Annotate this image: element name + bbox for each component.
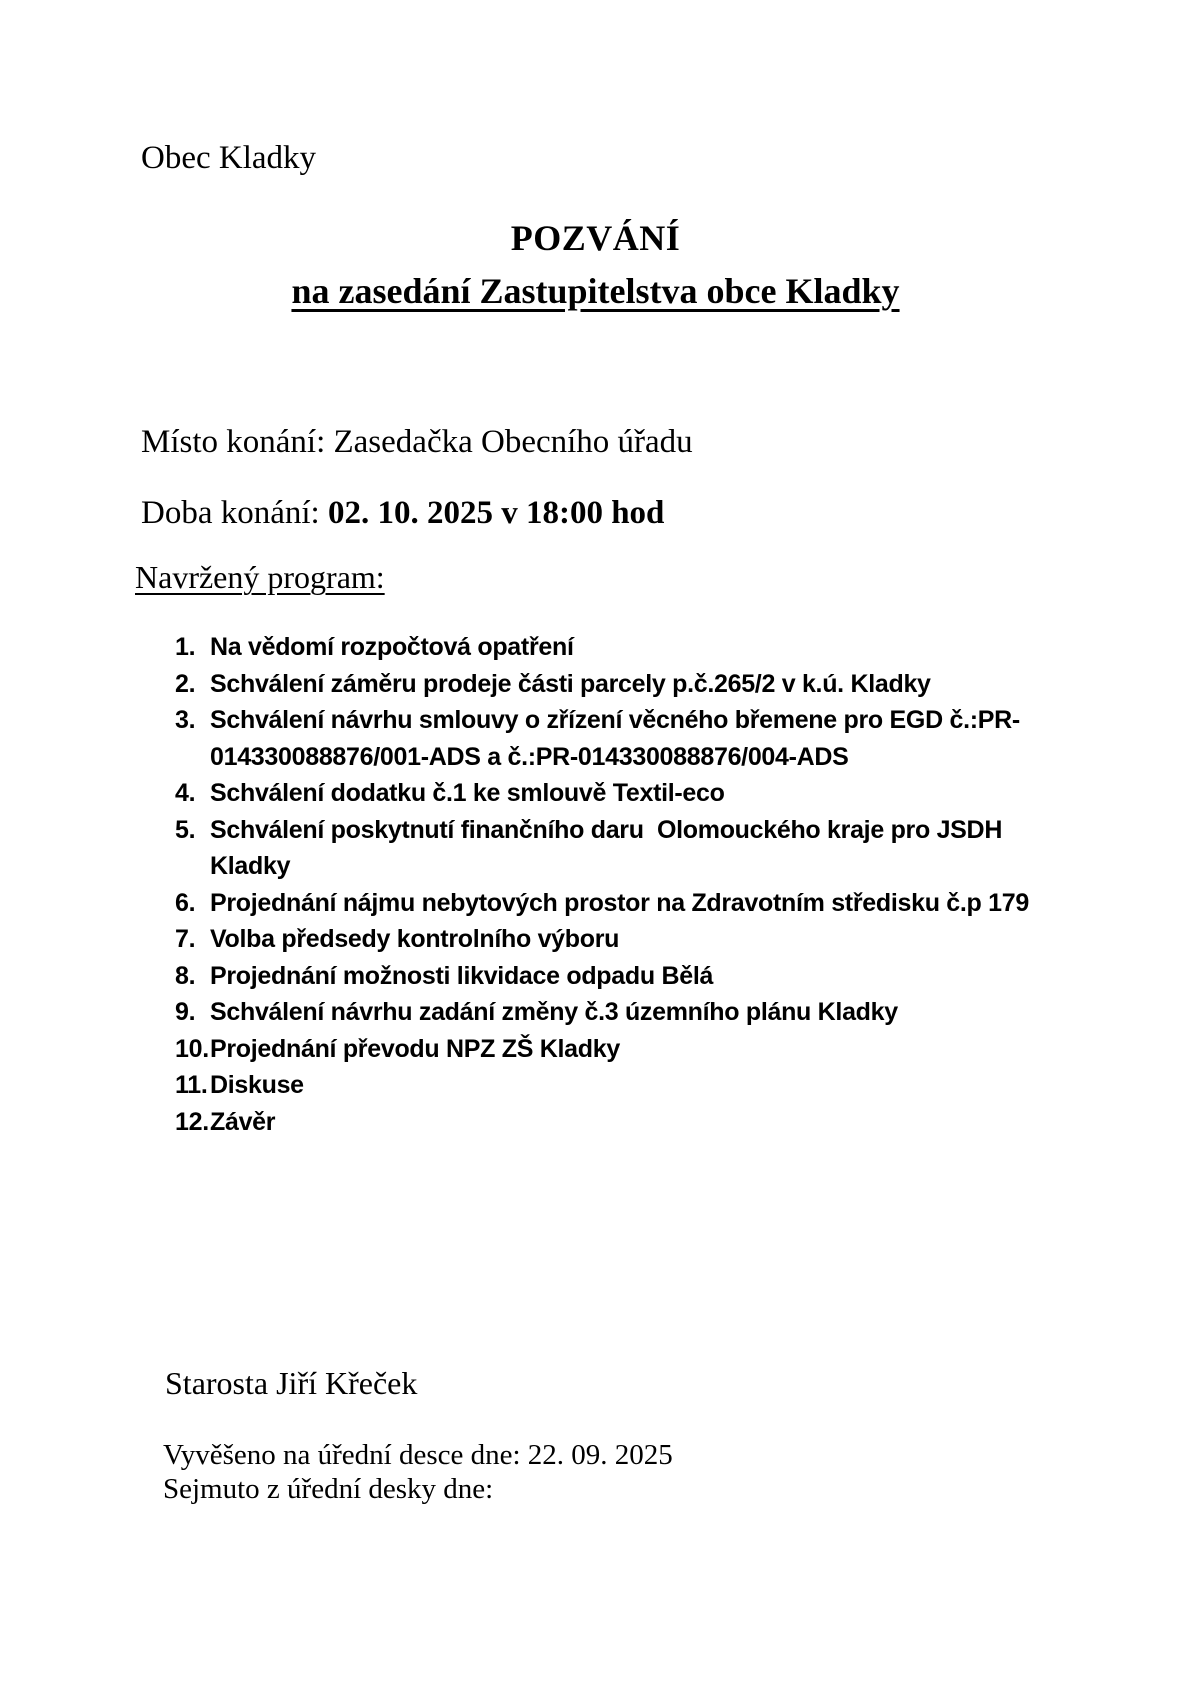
posted-on-board-line: Vyvěšeno na úřední desce dne: 22. 09. 2025 bbox=[163, 1439, 673, 1471]
program-item-number: 2. bbox=[175, 669, 196, 698]
program-heading: Navržený program: bbox=[135, 559, 385, 595]
program-item-text: Diskuse bbox=[210, 1071, 304, 1099]
document-subtitle-text: na zasedání Zastupitelstva obce Kladky bbox=[291, 271, 900, 311]
program-item-number: 6. bbox=[175, 888, 196, 917]
program-item-text: Schválení návrhu zadání změny č.3 územního plánu Kladky bbox=[210, 998, 898, 1026]
program-item-text: Na vědomí rozpočtová opatření bbox=[210, 633, 574, 661]
program-item bbox=[175, 1067, 1075, 1104]
program-item-text: Projednání nájmu nebytových prostor na Zdravotním středisku č.p 179 bbox=[210, 888, 1029, 917]
program-item-number: 12. bbox=[175, 1107, 209, 1136]
program-item bbox=[175, 1104, 1075, 1141]
document-title: POZVÁNÍ bbox=[510, 218, 681, 258]
program-item-text: Schválení dodatku č.1 ke smlouvě Textil-eco bbox=[210, 779, 725, 807]
program-item-number: 10. bbox=[175, 1034, 209, 1063]
program-item-number: 3. bbox=[175, 706, 196, 734]
program-item bbox=[175, 812, 1075, 885]
program-item-number: 4. bbox=[175, 779, 196, 807]
program-item bbox=[175, 666, 1075, 703]
program-item bbox=[175, 958, 1075, 995]
program-item-text: Schválení návrhu smlouvy o zřízení věcného břemene pro EGD č.:PR-014330088876/001-ADS a č.:PR-014330088876/004-ADS bbox=[210, 706, 1020, 771]
program-item-text: Závěr bbox=[210, 1107, 276, 1136]
program-item-number: 9. bbox=[175, 998, 196, 1026]
program-item-number: 5. bbox=[175, 815, 196, 844]
meeting-datetime-value: 02. 10. 2025 v 18:00 hod bbox=[327, 495, 665, 531]
program-item-number: 1. bbox=[175, 633, 196, 661]
organization-name: Obec Kladky bbox=[141, 140, 317, 176]
program-item bbox=[175, 702, 1075, 775]
program-item bbox=[175, 775, 1075, 812]
program-item bbox=[175, 994, 1075, 1031]
program-item-number: 7. bbox=[175, 925, 196, 953]
mayor-signature-line: Starosta Jiří Křeček bbox=[165, 1365, 418, 1401]
document-subtitle bbox=[0, 272, 1191, 312]
program-item bbox=[175, 921, 1075, 958]
program-item-number: 11. bbox=[175, 1071, 208, 1099]
program-item bbox=[175, 1031, 1075, 1068]
program-list bbox=[175, 629, 1075, 1140]
program-item-text: Projednání převodu NPZ ZŠ Kladky bbox=[210, 1034, 620, 1063]
meeting-datetime-line bbox=[141, 495, 664, 531]
program-item-number: 8. bbox=[175, 961, 196, 990]
program-item-text: Schválení poskytnutí finančního daru Olomouckého kraje pro JSDH Kladky bbox=[210, 815, 1009, 880]
program-item-text: Volba předsedy kontrolního výboru bbox=[210, 925, 620, 953]
meeting-datetime-label: Doba konání: bbox=[141, 495, 328, 531]
program-item bbox=[175, 629, 1075, 666]
program-item-text: Schválení záměru prodeje části parcely p.č.265/2 v k.ú. Kladky bbox=[210, 669, 931, 698]
meeting-location-line: Místo konání: Zasedačka Obecního úřadu bbox=[141, 424, 693, 460]
program-item-text: Projednání možnosti likvidace odpadu Bělá bbox=[210, 961, 714, 990]
program-item bbox=[175, 885, 1075, 922]
removed-from-board-line: Sejmuto z úřední desky dne: bbox=[163, 1473, 494, 1505]
